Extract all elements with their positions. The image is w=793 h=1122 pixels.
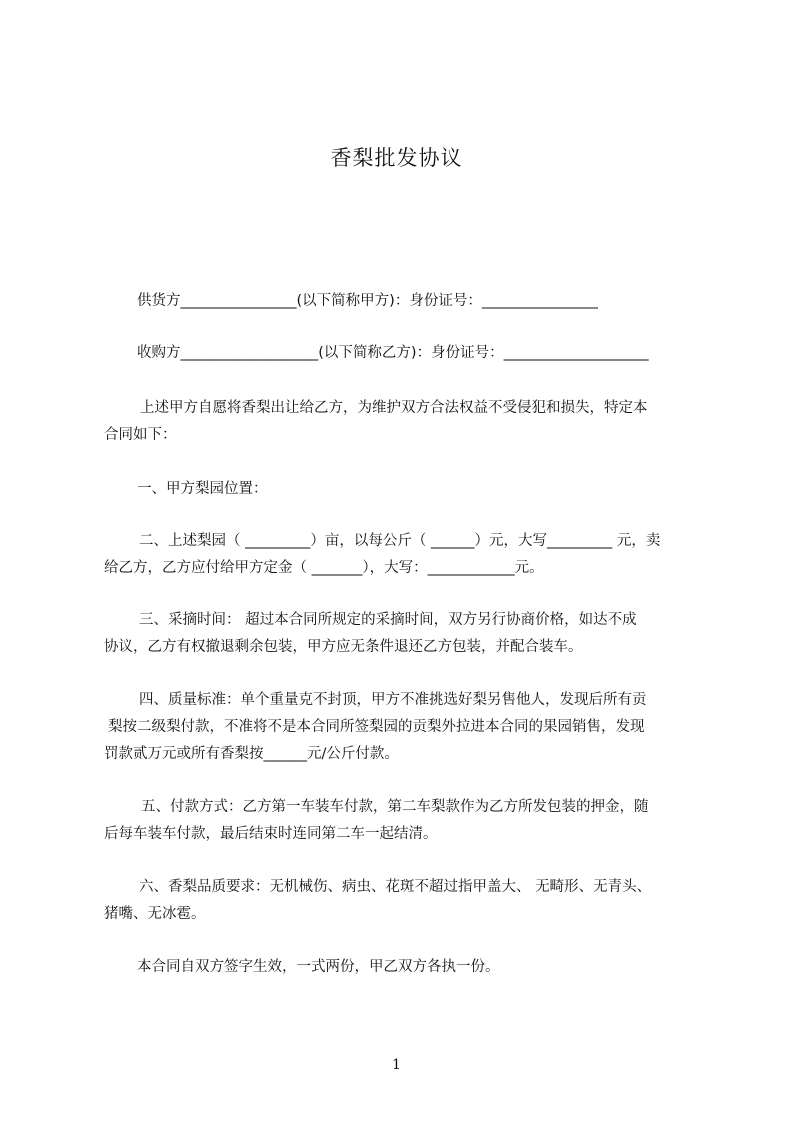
clause-5-line-1: 五、付款方式：乙方第一车装车付款，第二车梨款作为乙方所发包装的押金，随 xyxy=(141,799,649,815)
clause-3-line-1: 三、采摘时间： 超过本合同所规定的采摘时间，双方另行协商价格，如达不成 xyxy=(139,612,637,628)
clause-2-line-2: 给乙方，乙方应付给甲方定金（ _______），大写：____________元。 xyxy=(104,560,544,576)
clause-4-line-1: 四、质量标准：单个重量克不封顶，甲方不准挑选好梨另售他人，发现后所有贡 xyxy=(139,692,647,708)
page-number: 1 xyxy=(392,1057,401,1073)
clause-4-line-3: 罚款贰万元或所有香梨按______元/公斤付款。 xyxy=(104,746,399,762)
clause-1: 一、甲方梨园位置： xyxy=(137,481,268,497)
clause-3-line-2: 协议，乙方有权撤退剩余包装，甲方应无条件退还乙方包装，并配合装车。 xyxy=(104,639,583,655)
clause-5-line-2: 后每车装车付款，最后结束时连同第二车一起结清。 xyxy=(104,826,438,842)
clause-2-line-1: 二、上述梨园（ _________）亩，以每公斤（ ______）元，大写_________ 元，卖 xyxy=(139,533,661,549)
intro-line-1: 上述甲方自愿将香梨出让给乙方，为维护双方合法权益不受侵犯和损失，特定本 xyxy=(140,400,648,416)
intro-line-2: 合同如下： xyxy=(104,427,177,443)
buyer-line: 收购方___________________(以下简称乙方)：身份证号：____________________ xyxy=(137,345,649,361)
closing-statement: 本合同自双方签字生效，一式两份，甲乙双方各执一份。 xyxy=(137,959,500,975)
clause-6-line-1: 六、香梨品质要求：无机械伤、病虫、花斑不超过指甲盖大、 无畸形、无青头、 xyxy=(139,879,652,895)
clause-6-line-2: 猪嘴、无冰雹。 xyxy=(104,906,206,922)
supplier-line: 供货方________________(以下简称甲方)：身份证号：________________ xyxy=(137,293,598,309)
document-title: 香梨批发协议 xyxy=(330,146,463,170)
clause-4-line-2: 梨按二级梨付款，不准将不是本合同所签梨园的贡梨外拉进本合同的果园销售，发现 xyxy=(108,719,645,735)
